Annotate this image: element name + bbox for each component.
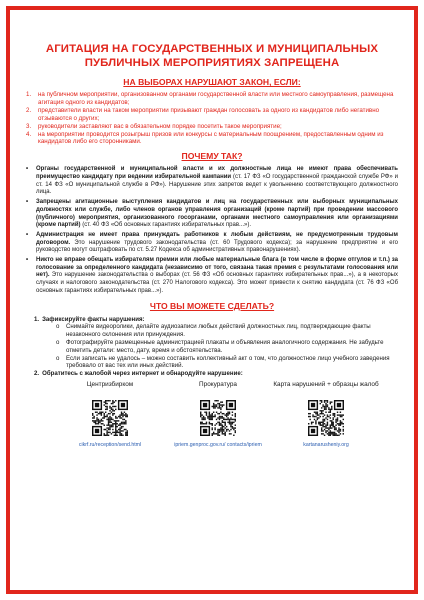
violations-heading: НА ВЫБОРАХ НАРУШАЮТ ЗАКОН, ЕСЛИ:	[123, 77, 301, 87]
title-line-2: ПУБЛИЧНЫХ МЕРОПРИЯТИЯХ ЗАПРЕЩЕНА	[84, 57, 340, 69]
list-item: • Никто не вправе обещать избирателям премии или любые материальные блага (в том числе в форме отгулов и т.п.) за голосование за определенного кандидата (независимо от того, связана такая премия с результатами голосования или нет). Это нарушение законодательства о выборах (ст. 56 ФЗ «Об основных гарантиях избирательных прав...»), а в некоторых случаях и налогового законодательства (ст. 270 Налогового кодекса). Это может привести к снятию кандидата (ст. 76 ФЗ «Об основных гарантиях избирательных прав...»).	[26, 257, 398, 294]
qr-label: Прокуратура	[199, 380, 237, 388]
list-item: o Снимайте видеоролики, делайте аудиозаписи любых действий должностных лиц, подтверждающие факты незаконного склонения или принуждения.	[56, 323, 371, 339]
qr-label: Карта нарушений + образцы жалоб	[273, 380, 379, 388]
qr-link[interactable]: ipriem.genproc.gov.ru/ contacts/ipriem	[174, 441, 262, 448]
list-item: 3. руководители заставляют вас в обязательном порядке посетить такое мероприятие;	[26, 122, 282, 130]
list-item: • Запрещены агитационные выступления кандидатов и лиц на государственных или выборных муниципальных должностях или службе, либо членов органов управления организаций (кроме партий) при проведении массового (публичного) мероприятия, организованного госорганами, органами местного самоуправления или организациями (кроме партий) (ст. 40 ФЗ «Об основных гарантиях избирательных прав...»).	[26, 199, 398, 229]
page-title	[26, 42, 398, 70]
flyer-page	[6, 6, 418, 594]
qr-code-icon[interactable]	[308, 400, 344, 436]
qr-block-cik	[56, 381, 164, 448]
circle-bullet-icon: o	[56, 338, 60, 346]
actions-steps	[26, 316, 398, 378]
actions-heading: ЧТО ВЫ МОЖЕТЕ СДЕЛАТЬ?	[149, 300, 275, 311]
qr-label: Центризбирком	[86, 380, 134, 388]
list-item: o Если записать не удалось – можно составить коллективный акт о том, что должностное лицо учебного заведения требовало от вас тех или иных действий.	[56, 354, 390, 370]
why-list	[26, 166, 398, 295]
bullet-icon: •	[26, 166, 29, 173]
bullet-icon: •	[26, 231, 29, 238]
list-item: 2. представители власти на таком мероприятии призывают граждан голосовать за одного из кандидатов либо негативно отзываются о других;	[26, 106, 380, 122]
step-1-title: 1. Зафиксируйте факты нарушения:	[34, 315, 145, 323]
step-1-list	[26, 323, 398, 370]
circle-bullet-icon: o	[56, 323, 60, 331]
qr-block-prosecutor	[164, 381, 272, 448]
list-item: 1. на публичном мероприятии, организованном органами государственной власти или местного самоуправления, размещена агитация одного из кандидатов;	[26, 91, 394, 106]
qr-code-icon[interactable]	[92, 400, 128, 436]
bullet-icon: •	[26, 257, 29, 264]
qr-code-icon[interactable]	[200, 400, 236, 436]
violations-list	[26, 91, 398, 146]
list-item: o Фотографируйте размещенные администрацией плакаты и объявления аналогичного содержания. Не забудьте отметить детали: место, дату, время и обстоятельства.	[56, 338, 384, 354]
circle-bullet-icon: o	[56, 354, 60, 362]
list-item: 4. на мероприятии проводится розыгрыш призов или конкурсы с материальным поощрением, предоставленным одним из кандидатов либо его сторонниками.	[26, 130, 384, 146]
list-item: • Органы государственной и муниципальной власти и их должностные лица не имеют права обеспечивать преимущество кандидату при ведении избирательной кампании (ст. 17 ФЗ «О государственной гражданской службе РФ» и ст. 14 ФЗ «О муниципальной службе в РФ»). Нарушение этих запретов ведет к увольнению соответствующего должностного лица.	[26, 166, 398, 196]
step-2-title: 2. Обратитесь с жалобой через интернет и обнародуйте нарушение:	[34, 370, 243, 378]
title-line-1: АГИТАЦИЯ НА ГОСУДАРСТВЕННЫХ И МУНИЦИПАЛЬНЫХ	[45, 43, 379, 55]
why-heading: ПОЧЕМУ ТАК?	[181, 151, 243, 162]
qr-codes-row	[26, 381, 398, 448]
list-item: • Администрация не имеет права принуждать работников к любым действиям, не предусмотренным трудовым договором. Это нарушение трудового законодательства (ст. 60 Трудового кодекса); за нарушение предприятие и его руководство могут оштрафовать по ст. 5.27 Кодекса об административных правонарушениях).	[26, 231, 398, 254]
qr-link[interactable]: kartanarusheniy.org	[303, 441, 349, 448]
qr-link[interactable]: cikrf.ru/reception/send.html	[78, 441, 142, 448]
bullet-icon: •	[26, 199, 29, 206]
qr-block-map	[272, 381, 380, 448]
